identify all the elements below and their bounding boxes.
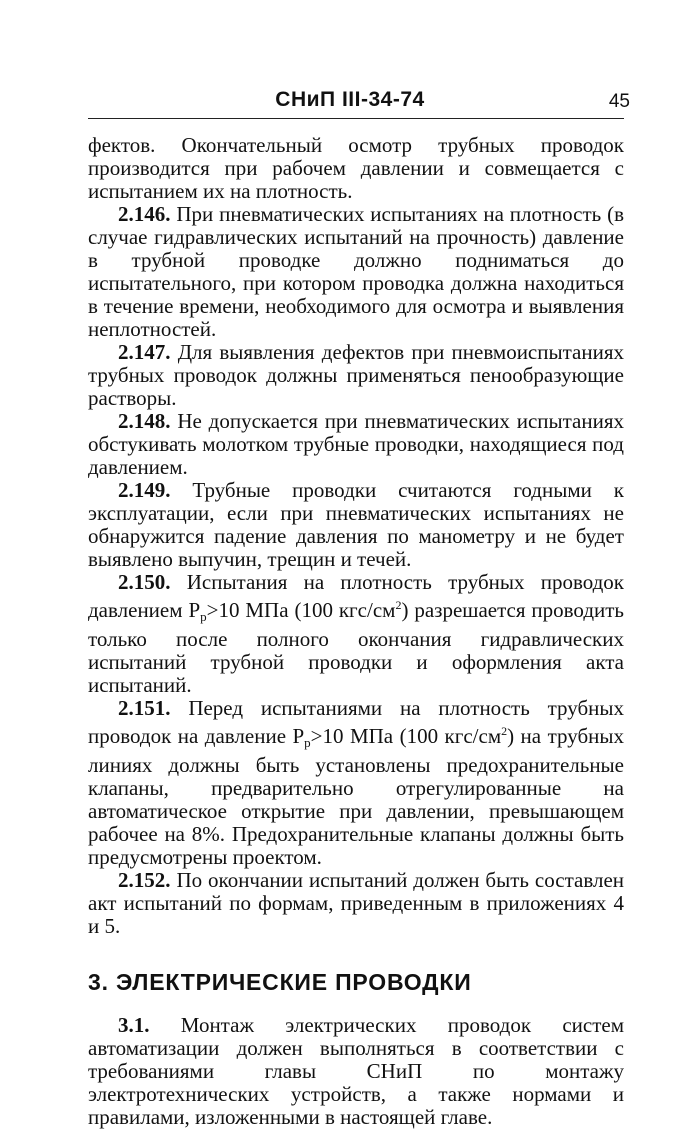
paragraph-2-149 — [88, 479, 624, 571]
paragraph-text: Монтаж электрических проводок систем автоматизации должен выполняться в соответствии с требованиями главы СНиП по монтажу электротехнических устройств, а также нормами и правилами, изложенными в настоящей главе. — [88, 1013, 624, 1129]
paragraph-2-151 — [88, 697, 624, 869]
paragraph-2-148 — [88, 410, 624, 479]
paragraph-number: 2.147. — [118, 340, 171, 364]
paragraph-text-c: ) на трубных линиях должны быть установлены предохранительные клапаны, предварительно отрегулированные на автоматическое открытие при давлении, превышающем рабочее на 8%. Предохранительные клапаны должны быть предусмотрены проектом. — [88, 724, 624, 869]
paragraph-number: 2.150. — [118, 570, 171, 594]
paragraph-number: 2.152. — [118, 868, 171, 892]
paragraph-2-150 — [88, 571, 624, 697]
paragraph-text-b: >10 МПа (100 кгс/см — [206, 598, 396, 622]
page-number: 45 — [608, 91, 630, 112]
header-rule — [88, 118, 624, 119]
paragraph-number: 2.146. — [118, 202, 171, 226]
paragraph-2-147 — [88, 341, 624, 410]
paragraph-text: фектов. Окончательный осмотр трубных проводок производится при рабочем давлении и совмещается с испытанием их на плотность. — [88, 133, 624, 203]
paragraph-2-146 — [88, 203, 624, 341]
running-header-title: СНиП III-34-74 — [275, 88, 425, 111]
paragraph-number: 2.148. — [118, 409, 171, 433]
paragraph-text-a: Испытания на плотность трубных проводок давлением P — [88, 570, 624, 622]
pressure-subscript: р — [200, 609, 207, 624]
unit-superscript: 2 — [395, 598, 402, 612]
paragraph-continuation — [88, 134, 624, 203]
paragraph-text: Не допускается при пневматических испытаниях обстукивать молотком трубные проводки, находящиеся под давлением. — [88, 409, 624, 479]
paragraph-3-1 — [88, 1014, 624, 1129]
paragraph-text-c: ) разрешается проводить только после полного окончания гидравлических испытаний трубной проводки и оформления акта испытаний. — [88, 598, 624, 697]
paragraph-text-b: >10 МПа (100 кгс/см — [310, 724, 502, 748]
paragraph-text: По окончании испытаний должен быть составлен акт испытаний по формам, приведенным в приложениях 4 и 5. — [88, 868, 625, 938]
paragraph-number: 2.149. — [118, 478, 171, 502]
paragraph-text: При пневматических испытаниях на плотность (в случае гидравлических испытаний на прочность) давление в трубной проводке должно подниматься до испытательного, при котором проводка должна находиться в течение времени, необходимого для осмотра и выявления неплотностей. — [88, 202, 625, 341]
paragraph-text: Для выявления дефектов при пневмоиспытаниях трубных проводок должны применяться пенообразующие растворы. — [88, 340, 624, 410]
unit-superscript: 2 — [501, 724, 508, 738]
pressure-subscript: р — [304, 735, 311, 750]
page-body — [88, 134, 624, 1129]
section-heading: 3. ЭЛЕКТРИЧЕСКИЕ ПРОВОДКИ — [88, 969, 472, 995]
paragraph-2-152 — [88, 869, 624, 938]
paragraph-number: 3.1. — [118, 1013, 150, 1037]
paragraph-text: Трубные проводки считаются годными к эксплуатации, если при пневматических испытаниях не обнаружится падение давления по манометру и не будет выявлено выпучин, трещин и течей. — [88, 478, 624, 571]
paragraph-number: 2.151. — [118, 696, 171, 720]
paragraph-text-a: Перед испытаниями на плотность трубных проводок на давление P — [88, 696, 625, 748]
